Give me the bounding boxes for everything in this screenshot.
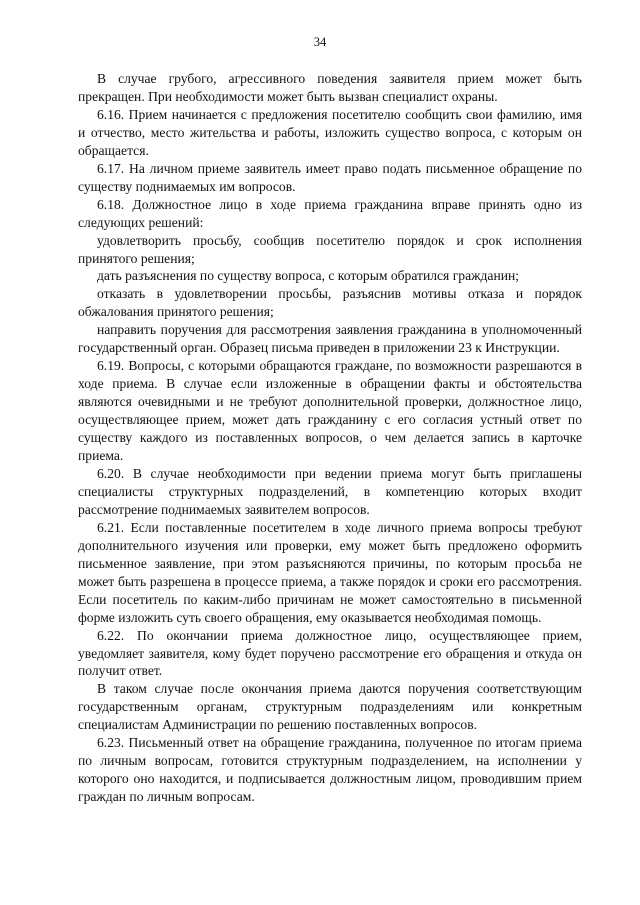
paragraph-6-23: 6.23. Письменный ответ на обращение гражданина, полученное по итогам приема по личным вопросам, готовится структурным подразделением, на исполнении у которого оно находится, и подписывается должностным лицом, проводившим прием граждан по личным вопросам. <box>78 735 582 805</box>
decision-item-forward: направить поручения для рассмотрения заявления гражданина в уполномоченный государственный орган. Образец письма приведен в приложении 23 к Инструкции. <box>78 322 582 356</box>
page-number: 34 <box>313 35 327 49</box>
decision-item-explain: дать разъяснения по существу вопроса, с которым обратился гражданин; <box>97 268 520 284</box>
decision-item-refuse: отказать в удовлетворении просьбы, разъяснив мотивы отказа и порядок обжалования принятого решения; <box>78 286 582 320</box>
document-body <box>78 70 582 806</box>
paragraph-6-18: 6.18. Должностное лицо в ходе приема гражданина вправе принять одно из следующих решений: <box>78 196 582 230</box>
paragraph-6-19: 6.19. Вопросы, с которыми обращаются граждане, по возможности разрешаются в ходе приема. В случае если изложенные в обращении факты и обстоятельства являются очевидными и не требуют дополнительной проверки, должностное лицо, осуществляющее прием, может дать гражданину с его согласия устный ответ по существу каждого из поставленных вопросов, о чем делается запись в карточке приема. <box>78 358 582 464</box>
decision-item-satisfy: удовлетворить просьбу, сообщив посетителю порядок и срок исполнения принятого решения; <box>78 232 582 266</box>
paragraph-6-21: 6.21. Если поставленные посетителем в ходе личного приема вопросы требуют дополнительного изучения или проверки, ему может быть предложено оформить письменное заявление, при этом разъясняются причины, по которым просьба не может быть разрешена в процессе приема, а также порядок и сроки его рассмотрения. Если посетитель по каким-либо причинам не может самостоятельно в письменной форме изложить суть своего обращения, ему оказывается необходимая помощь. <box>78 519 582 625</box>
paragraph-6-20: 6.20. В случае необходимости при ведении приема могут быть приглашены специалисты структурных подразделений, в компетенцию которых входит рассмотрение поднимаемых заявителем вопросов. <box>78 465 582 517</box>
paragraph-6-16: 6.16. Прием начинается с предложения посетителю сообщить свои фамилию, имя и отчество, место жительства и работы, изложить существо вопроса, с которым он обращается. <box>78 106 582 158</box>
paragraph-instructions: В таком случае после окончания приема даются поручения соответствующим государственным органам, структурным подразделениям или конкретным специалистам Администрации по решению поставленных вопросов. <box>78 681 582 733</box>
paragraph-6-17: 6.17. На личном приеме заявитель имеет право подать письменное обращение по существу поднимаемых им вопросов. <box>78 160 582 194</box>
paragraph-aggressive-behavior: В случае грубого, агрессивного поведения заявителя прием может быть прекращен. При необходимости может быть вызван специалист охраны. <box>78 71 582 104</box>
paragraph-6-22: 6.22. По окончании приема должностное лицо, осуществляющее прием, уведомляет заявителя, кому будет поручено рассмотрение его обращения и откуда он получит ответ. <box>78 627 582 679</box>
